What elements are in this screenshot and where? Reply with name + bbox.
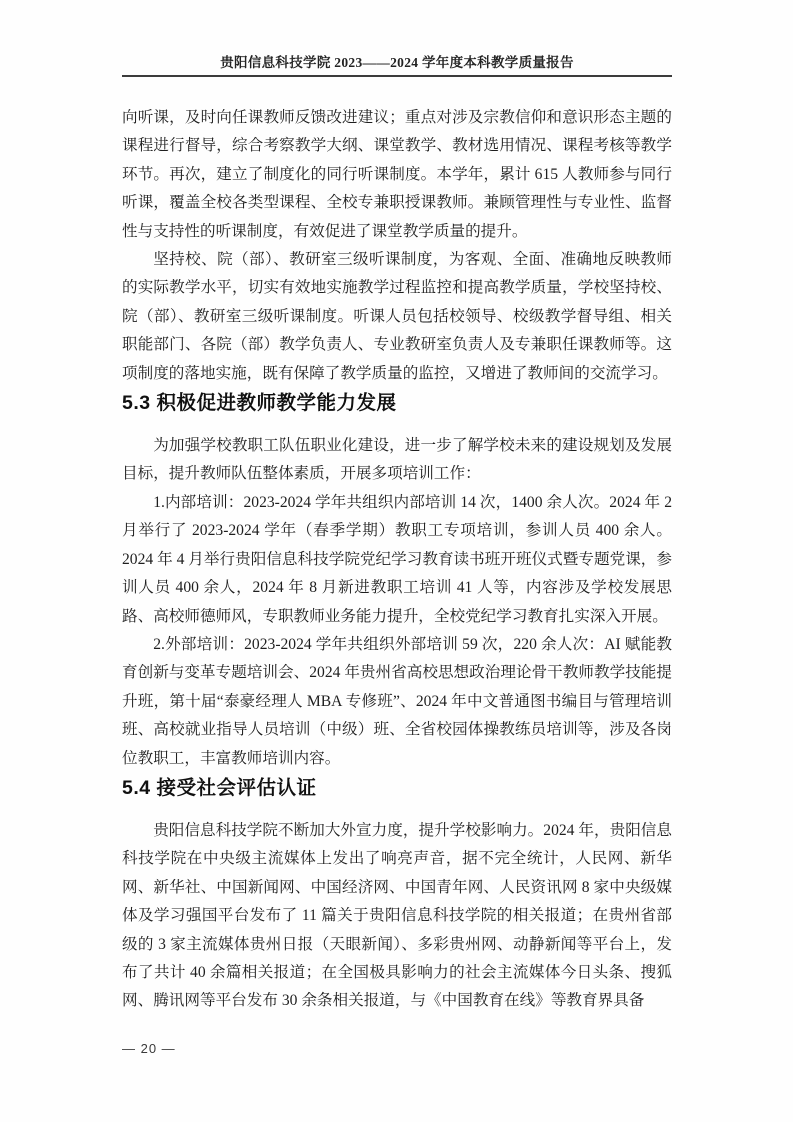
document-body	[122, 104, 672, 1016]
paragraph-media-coverage: 贵阳信息科技学院不断加大外宣力度，提升学校影响力。2024 年，贵阳信息科技学院在中央级主流媒体上发出了响亮声音，据不完全统计，人民网、新华网、新华社、中国新闻网、中国经济网、中国青年网、人民资讯网 8 家中央级媒体及学习强国平台发布了 11 篇关于贵阳信息科技学院的相关报道；在贵州省部级的 3 家主流媒体贵州日报（天眼新闻）、多彩贵州网、动静新闻等平台上，发布了共计 40 余篇相关报道；在全国极具影响力的社会主流媒体今日头条、搜狐网、腾讯网等平台发布 30 余条相关报道，与《中国教育在线》等教育界具备	[122, 821, 672, 1010]
section-heading-5-3: 5.3 积极促进教师教学能力发展	[122, 392, 397, 415]
paragraph-external-training: 2.外部培训：2023-2024 学年共组织外部培训 59 次，220 余人次：AI 赋能教育创新与变革专题培训会、2024 年贵州省高校思想政治理论骨干教师教学技能提升班，第十届“泰豪经理人 MBA 专修班”、2024 年中文普通图书编目与管理培训班、高校就业指导人员培训（中级）班、全省校园体操教练员培训等，涉及各岗位教职工，丰富教师培训内容。	[122, 635, 672, 767]
page-footer	[122, 1041, 176, 1056]
running-header-title: 贵阳信息科技学院 2023——2024 学年度本科教学质量报告	[220, 55, 574, 70]
paragraph-three-level-listening-system: 坚持校、院（部）、教研室三级听课制度，为客观、全面、准确地反映教师的实际教学水平，切实有效地实施教学过程监控和提高教学质量，学校坚持校、院（部）、教研室三级听课制度。听课人员包括校领导、校级教学督导组、相关职能部门、各院（部）教学负责人、专业教研室负责人及专兼职任课教师等。这项制度的落地实施，既有保障了教学质量的监控，又增进了教师间的交流学习。	[122, 251, 672, 382]
paragraph-peer-listening-continuation: 向听课，及时向任课教师反馈改进建议；重点对涉及宗教信仰和意识形态主题的课程进行督导，综合考察教学大纲、课堂教学、教材选用情况、课程考核等教学环节。再次，建立了制度化的同行听课制度。本学年，累计 615 人教师参与同行听课，覆盖全校各类型课程、全校专兼职授课教师。兼顾管理性与专业性、监督性与支持性的听课制度，有效促进了课堂教学质量的提升。	[122, 109, 672, 240]
section-heading-5-4: 5.4 接受社会评估认证	[122, 776, 317, 799]
page-header	[122, 55, 672, 77]
page-number: — 20 —	[122, 1041, 176, 1056]
paragraph-internal-training: 1.内部培训：2023-2024 学年共组织内部培训 14 次，1400 余人次。2024 年 2 月举行了 2023-2024 学年（春季学期）教职工专项培训，参训人员 400 余人。2024 年 4 月举行贵阳信息科技学院党纪学习教育读书班开班仪式暨专题党课，参训人员 400 余人，2024 年 8 月新进教职工培训 41 人等，内容涉及学校发展思路、高校师德师风，专职教师业务能力提升，全校党纪学习教育扎实深入开展。	[122, 493, 672, 625]
paragraph-training-intro: 为加强学校教职工队伍职业化建设，进一步了解学校未来的建设规划及发展目标，提升教师队伍整体素质，开展多项培训工作：	[122, 437, 672, 483]
